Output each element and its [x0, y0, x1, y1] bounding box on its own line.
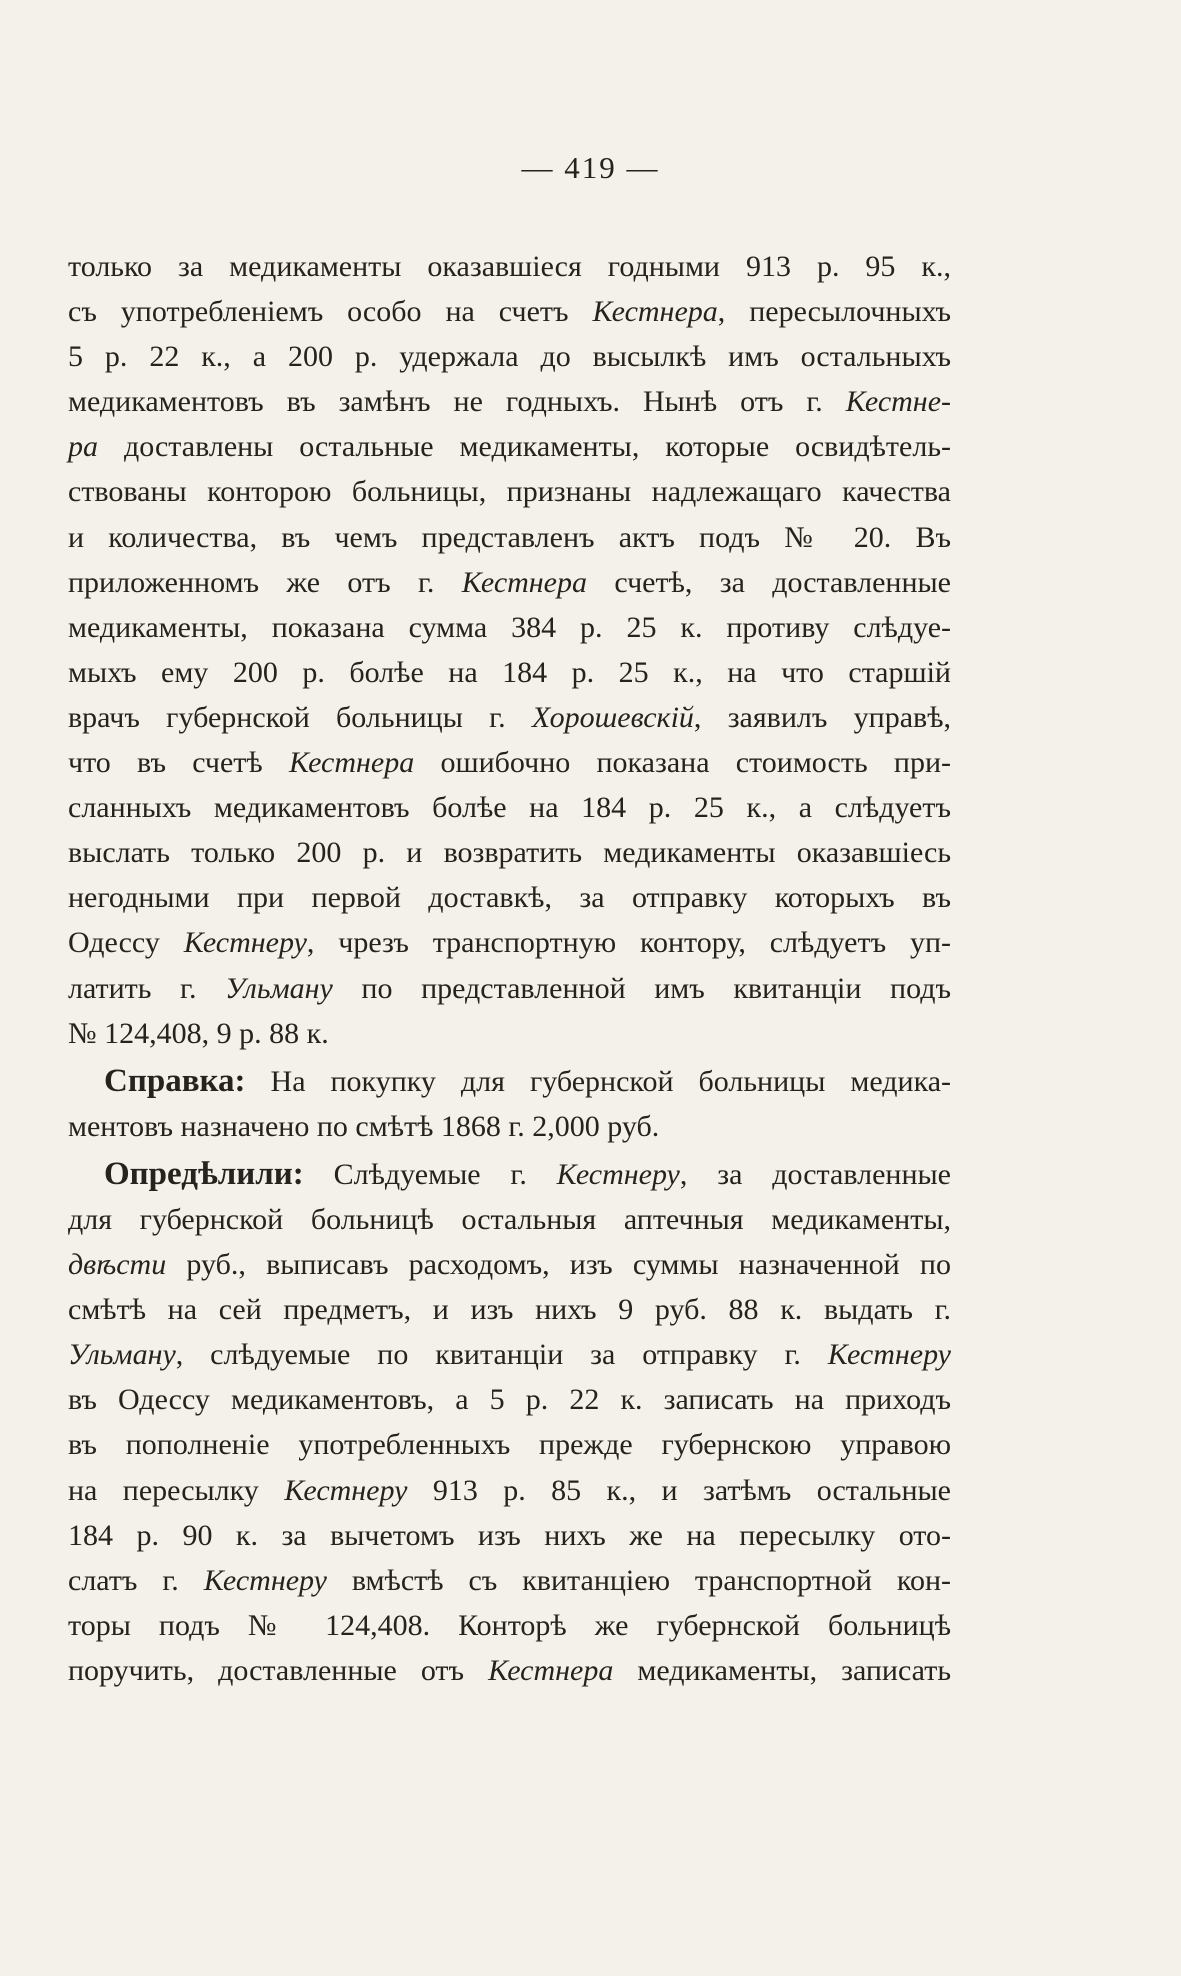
text-line: [68, 740, 951, 785]
text-line: сланныхъ медикаментовъ болѣе на 184 р. 25 к., а слѣдуетъ: [68, 791, 951, 825]
paragraph-report: [68, 244, 951, 1056]
text-line: [68, 1558, 951, 1603]
text-run: 913 р. 85 к., и затѣмъ остальные: [407, 1473, 951, 1507]
text-line: [68, 1468, 951, 1513]
text-run: приложенномъ же отъ г.: [68, 565, 462, 599]
text-line: [68, 560, 951, 605]
text-line: ствованы конторою больницы, признаны надлежащаго качества: [68, 475, 951, 509]
text-run: доставлены остальные медикаменты, которые освидѣтель-: [98, 430, 951, 464]
text-run: что въ счетѣ: [68, 746, 289, 780]
text-line: мыхъ ему 200 р. болѣе на 184 р. 25 к., на что старшій: [68, 655, 951, 689]
text-line: для губернской больницѣ остальныя аптечныя медикаменты,: [68, 1202, 951, 1236]
text-run: счетѣ, за доставленные: [587, 565, 951, 599]
paragraph-spravka: [68, 1059, 951, 1149]
text-run: по представленной имъ квитанціи подъ: [332, 971, 951, 1005]
text-line: № 124,408, 9 р. 88 к.: [68, 1016, 329, 1050]
person-name: Кестнеру: [183, 926, 307, 960]
text-run: ошибочно показана стоимость при-: [414, 746, 951, 780]
text-line: [68, 1059, 951, 1104]
text-line: ментовъ назначено по смѣтѣ 1868 г. 2,000 руб.: [68, 1109, 660, 1143]
text-line: въ Одессу медикаментовъ, а 5 р. 22 к. записать на приходъ: [68, 1383, 951, 1417]
person-name: Кестне-: [845, 385, 951, 419]
text-run: на пересылку: [68, 1473, 285, 1507]
text-line: [68, 966, 951, 1011]
text-run: вмѣстѣ съ квитанціею транспортной кон-: [326, 1563, 951, 1597]
text-line: и количества, въ чемъ представленъ актъ подъ № 20. Въ: [68, 520, 951, 554]
section-label-opredelili: Опредѣлили:: [104, 1155, 304, 1192]
person-name: Кестнера: [488, 1653, 614, 1687]
text-line: 184 р. 90 к. за вычетомъ изъ нихъ же на пересылку ото-: [68, 1518, 951, 1552]
person-name: ра: [68, 430, 98, 464]
section-label-spravka: Справка:: [104, 1062, 246, 1099]
person-name: Ульману: [68, 1338, 176, 1372]
text-line: медикаменты, показана сумма 384 р. 25 к. противу слѣдуе-: [68, 610, 951, 644]
person-name: Кестнера: [461, 565, 587, 599]
text-line: [68, 379, 951, 424]
text-line: [68, 920, 951, 965]
text-run: , слѣдуемые по квитанціи за отправку г.: [175, 1338, 828, 1372]
text-run: , чрезъ транспортную контору, слѣдуетъ уп-: [306, 926, 951, 960]
person-name: Кестнеру: [827, 1338, 951, 1372]
text-run: съ употребленіемъ особо на счетъ: [68, 295, 593, 329]
text-line: только за медикаменты оказавшіеся годными 913 р. 95 к.,: [68, 250, 951, 283]
person-name: Кестнеру: [556, 1157, 680, 1191]
text-line: [68, 1332, 951, 1377]
person-name: Кестнеру: [203, 1563, 327, 1597]
text-run: На покупку для губернской больницы медика-: [245, 1064, 951, 1098]
emphasis: двѣсти: [68, 1248, 167, 1282]
text-run: , за доставленные: [679, 1157, 951, 1191]
text-line: [68, 1152, 951, 1197]
text-line: [68, 1242, 951, 1287]
text-line: [68, 289, 951, 334]
text-run: врачъ губернской больницы г.: [68, 700, 532, 734]
text-line: въ пополненіе употребленныхъ прежде губернскою управою: [68, 1428, 951, 1462]
person-name: Ульману: [225, 971, 333, 1005]
text-run: латить г.: [68, 971, 226, 1005]
text-run: Одессу: [68, 926, 184, 960]
text-run: медикаменты, записать: [613, 1653, 951, 1687]
text-line: негодными при первой доставкѣ, за отправку которыхъ въ: [68, 881, 951, 915]
person-name: Кестнера: [592, 295, 718, 329]
text-run: , пересылочныхъ: [717, 295, 951, 329]
page-number: — 419 —: [521, 150, 660, 185]
text-run: слатъ г.: [68, 1563, 204, 1597]
text-line: [68, 695, 951, 740]
paragraph-opredelili: [68, 1152, 951, 1693]
body-text: [68, 244, 951, 1693]
person-name: Хорошевскій: [531, 700, 694, 734]
text-run: руб., выписавъ расходомъ, изъ суммы назначенной по: [166, 1248, 951, 1282]
person-name: Кестнера: [288, 746, 415, 780]
text-run: Слѣдуемые г.: [303, 1157, 557, 1191]
text-run: медикаментовъ въ замѣнъ не годныхъ. Нынѣ отъ г.: [68, 385, 846, 419]
text-line: выслать только 200 р. и возвратить медикаменты оказавшіесь: [68, 836, 951, 870]
text-line: 5 р. 22 к., а 200 р. удержала до высылкѣ имъ остальныхъ: [68, 340, 951, 374]
text-line: [68, 1648, 951, 1693]
text-line: торы подъ № 124,408. Конторѣ же губернской больницѣ: [68, 1608, 951, 1642]
person-name: Кестнеру: [284, 1473, 408, 1507]
text-run: , заявилъ управѣ,: [693, 700, 951, 734]
text-run: поручить, доставленные отъ: [68, 1653, 489, 1687]
text-line: [68, 424, 951, 469]
text-line: смѣтѣ на сей предметъ, и изъ нихъ 9 руб. 88 к. выдать г.: [68, 1293, 951, 1327]
